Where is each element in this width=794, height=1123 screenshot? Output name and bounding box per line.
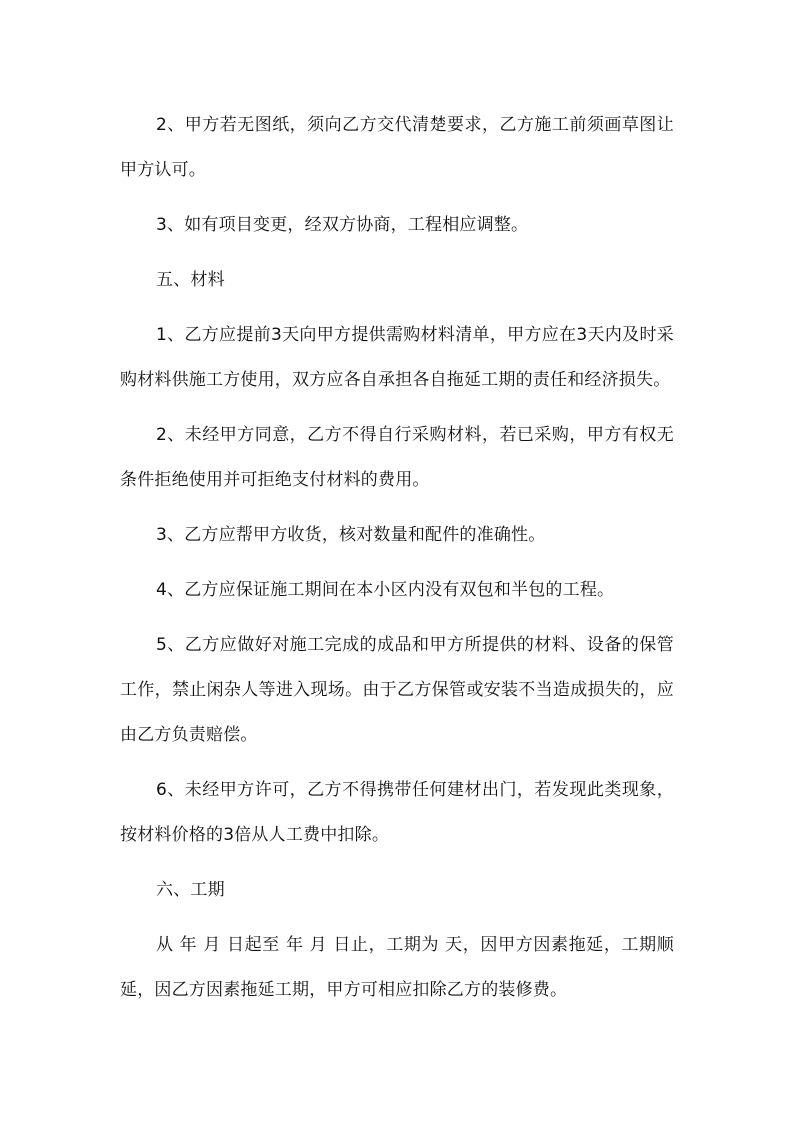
clause-paragraph: 3、如有项目变更，经双方协商，工程相应调整。: [156, 215, 529, 235]
clause-paragraph: 1、乙方应提前3天向甲方提供需购材料清单，甲方应在3天内及时采购材料供施工方使用，双方应各自承担各自拖延工期的责任和经济损失。: [120, 325, 674, 390]
clause-paragraph: 6、未经甲方许可，乙方不得携带任何建材出门，若发现此类现象，按材料价格的3倍从人工费中扣除。: [120, 780, 674, 845]
document-body: [120, 103, 674, 1023]
clause-paragraph: 3、乙方应帮甲方收货，核对数量和配件的准确性。: [156, 525, 546, 545]
clause-paragraph: 从 年 月 日起至 年 月 日止，工期为 天，因甲方因素拖延，工期顺延，因乙方因素拖延工期，甲方可相应扣除乙方的装修费。: [120, 935, 674, 1000]
clause-paragraph: 4、乙方应保证施工期间在本小区内没有双包和半包的工程。: [156, 580, 615, 600]
section-heading-materials: 五、材料: [156, 270, 225, 290]
clause-paragraph: 5、乙方应做好对施工完成的成品和甲方所提供的材料、设备的保管工作，禁止闲杂人等进入现场。由于乙方保管或安装不当造成损失的，应由乙方负责赔偿。: [120, 635, 674, 745]
clause-paragraph: 2、未经甲方同意，乙方不得自行采购材料，若已采购，甲方有权无条件拒绝使用并可拒绝支付材料的费用。: [120, 425, 674, 490]
clause-paragraph: 2、甲方若无图纸，须向乙方交代清楚要求，乙方施工前须画草图让甲方认可。: [120, 115, 674, 180]
section-heading-schedule: 六、工期: [156, 880, 225, 900]
